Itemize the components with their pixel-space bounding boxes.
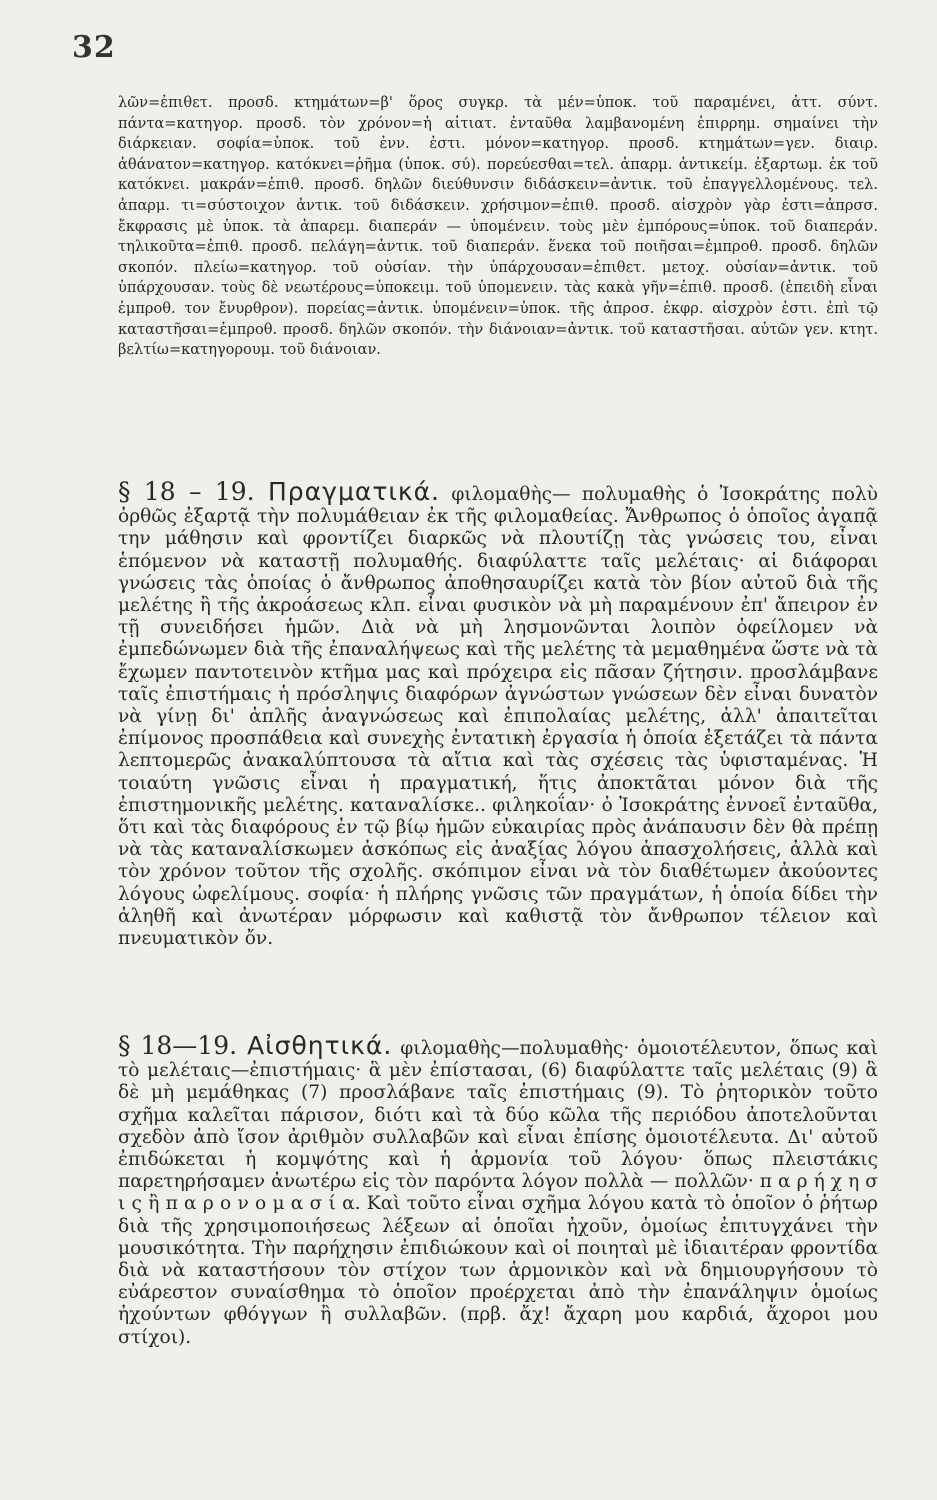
section-title: Πραγματικά. (268, 477, 440, 506)
section-title: Αἰσθητικά. (247, 1031, 393, 1060)
page-number: 32 (72, 30, 116, 65)
section-pragmatika (118, 477, 878, 950)
section-heading (118, 1031, 392, 1060)
grammar-notes-paragraph: λῶν=ἐπιθετ. προσδ. κτημάτων=β' ὅρος συγκρ. τὰ μέν=ὑποκ. τοῦ παραμένει, ἀττ. σύντ. πάντα=κατηγορ. προσδ. τὸν χρόνον=ἡ αἰτιατ. ἐνταῦθα λαμβανομένη ἐπιρρημ. σημαίνει τὴν διάρκειαν. σοφία=ὑποκ. τοῦ ἐνν. ἐστι. μόνον=κατηγορ. προσδ. κτημάτων=γεν. διαιρ. ἀθάνατον=κατηγορ. κατόκνει=ῥῆμα (ὑποκ. σύ). πορεύεσθαι=τελ. ἀπαρμ. ἀντικείμ. ἐξαρτωμ. ἐκ τοῦ κατόκνει. μακράν=ἐπιθ. προσδ. δηλῶν διεύθυνσιν διδάσκειν=ἀντικ. τοῦ ἐπαγγελλομένους. τελ. ἀπαρμ. τι=σύστοιχον ἀντικ. τοῦ διδάσκειν. χρήσιμον=ἐπιθ. προσδ. αἰσχρὸν γὰρ ἐστι=ἀπρσσ. ἔκφρασις μὲ ὑποκ. τὰ ἀπαρεμ. διαπεράν — ὑπομένειν. τοὺς μὲν ἐμπόρους=ὑποκ. τοῦ διαπεράν. τηλικοῦτα=ἐπιθ. προσδ. πελάγη=ἀντικ. τοῦ διαπεράν. ἕνεκα τοῦ ποιῆσαι=ἐμπροθ. προσδ. δηλῶν σκοπόν. πλείω=κατηγορ. τοῦ οὐσίαν. τὴν ὑπάρχουσαν=ἐπιθετ. μετοχ. οὐσίαν=ἀντικ. τοῦ ὑπάρχουσαν. τοὺς δὲ νεωτέρους=ὑποκειμ. τοῦ ὑπομενειν. τὰς κακὰ γῆν=ἐπιθ. προσδ. (ἐπειδὴ εἶναι ἐμπροθ. τον ἔνυρθρον). πορείας=ἀντικ. ὑπομένειν=ὑποκ. τῆς ἀπροσ. ἐκφρ. αἰσχρὸν ἐστι. ἐπὶ τῷ καταστῆσαι=ἐμπροθ. προσδ. δηλῶν σκοπόν. τὴν διάνοιαν=ἀντικ. τοῦ καταστῆσαι. αὐτῶν γεν. κτητ. βελτίω=κατηγορουμ. τοῦ διάνοιαν. (118, 94, 878, 359)
section-aisthitika (118, 1031, 878, 1349)
section-heading (118, 477, 440, 506)
section-number: § 18—19. (118, 1031, 238, 1060)
section-body: φιλομαθὴς—πολυμαθὴς· ὁμοιοτέλευτον, ὅπως καὶ τὸ μελέταις—ἐπιστήμαις· ἃ μὲν ἐπίστασαι, (6) διαφύλαττε ταῖς μελέταις (9) ἃ δὲ μὴ μεμάθηκας (7) προσλάβανε ταῖς ἐπιστήμαις (9). Τὸ ῥητορικὸν τοῦτο σχῆμα καλεῖται πάρισον, διότι καὶ τὰ δύο κῶλα τῆς περιόδου ἀποτελοῦνται σχεδὸν ἀπὸ ἴσον ἀριθμὸν συλλαβῶν καὶ εἶναι ἐπίσης ὁμοιοτέλευτα. Δι' αὐτοῦ ἐπιδώκεται ἡ κομψότης καὶ ἡ ἁρμονία τοῦ λόγου· ὅπως πλειστάκις παρετηρήσαμεν ἀνωτέρω εἰς τὸν παρόντα λόγον πολλὰ — πολλῶν· π α ρ ή χ η σ ι ς ἢ π α ρ ο ν ο μ α σ ί α. Καὶ τοῦτο εἶναι σχῆμα λόγου κατὰ τὸ ὁποῖον ὁ ῥήτωρ διὰ τῆς χρησιμοποιήσεως λέξεων αἱ ὁποῖαι ἠχοῦν, ὁμοίως ἐπιτυγχάνει τὴν μουσικότητα. Τὴν παρήχησιν ἐπιδιώκουν καὶ οἱ ποιηταὶ μὲ ἰδιαιτέραν φροντίδα διὰ νὰ καταστήσουν τὸν στίχον των ἁρμονικὸν καὶ νὰ δημιουργήσουν τὸ εὐάρεστον συναίσθημα τὸ ὁποῖον προέρχεται ἀπὸ τὴν ἐπανάληψιν ὁμοίως ἠχούντων φθόγγων ἢ συλλαβῶν. (πρβ. ἄχ! ἄχαρη μου καρδιά, ἄχοροι μου στίχοι). (118, 1038, 878, 1348)
section-number: § 18 – 19. (118, 477, 255, 506)
section-body: φιλομαθὴς— πολυμαθὴς ὁ Ἰσοκράτης πολὺ ὀρθῶς ἐξαρτᾷ τὴν πολυμάθειαν ἐκ τῆς φιλομαθείας. Ἄνθρωπος ὁ ὁποῖος ἀγαπᾷ την μάθησιν καὶ φροντίζει διαρκῶς νὰ πλουτίζῃ τὰς γνώσεις του, εἶναι ἑπόμενον νὰ καταστῇ πολυμαθής. διαφύλαττε ταῖς μελέταις· αἱ διάφοραι γνώσεις τὰς ὁποίας ὁ ἄνθρωπος ἀποθησαυρίζει κατὰ τὸν βίον αὐτοῦ διὰ τῆς μελέτης ἢ τῆς ἀκροάσεως κλπ. εἶναι φυσικὸν νὰ μὴ παραμένουν ἐπ' ἄπειρον ἐν τῇ συνειδήσει ἡμῶν. Διὰ νὰ μὴ λησμονῶνται λοιπὸν ὀφείλομεν νὰ ἐμπεδώνωμεν διὰ τῆς ἐπαναλήψεως καὶ τῆς μελέτης τὰ μεμαθημένα ὥστε νὰ τὰ ἔχωμεν παντοτεινὸν κτῆμα μας καὶ πρόχειρα εἰς πᾶσαν ζήτησιν. προσλάμβανε ταῖς ἐπιστήμαις ἡ πρόσληψις διαφόρων ἀγνώστων γνώσεων δὲν εἶναι δυνατὸν νὰ γίνῃ δι' ἁπλῆς ἀναγνώσεως καὶ ἐπιπολαίας μελέτης, ἀλλ' ἀπαιτεῖται ἐπίμονος προσπάθεια καὶ συνεχὴς ἐντατικὴ ἐργασία ἡ ὁποία ἐξετάζει τὰ πάντα λεπτομερῶς ἀνακαλύπτουσα τὰ αἴτια καὶ τὰς σχέσεις τὰς ὑφισταμένας. Ἡ τοιαύτη γνῶσις εἶναι ἡ πραγματική, ἥτις ἀποκτᾶται μόνον διὰ τῆς ἐπιστημονικῆς μελέτης. καταναλίσκε.. φιληκοΐαν· ὁ Ἰσοκράτης ἐννοεῖ ἐνταῦθα, ὅτι καὶ τὰς διαφόρους ἐν τῷ βίῳ ἡμῶν εὐκαιρίας πρὸς ἀνάπαυσιν δὲν θὰ πρέπῃ νὰ τὰς καταναλίσκωμεν ἀσκόπως εἰς ἀναξίας λόγου ἀπασχολήσεις, ἀλλὰ καὶ τὸν χρόνον τοῦτον τῆς σχολῆς. σκόπιμον εἶναι νὰ τὸν διαθέτωμεν ἀκούοντες λόγους ὠφελίμους. σοφία· ἡ πλήρης γνῶσις τῶν πραγμάτων, ἡ ὁποία δίδει τὴν ἀληθῆ καὶ ἀνωτέραν μόρφωσιν καὶ καθιστᾷ τὸν ἄνθρωπον τέλειον καὶ πνευματικὸν ὄν. (118, 484, 878, 950)
